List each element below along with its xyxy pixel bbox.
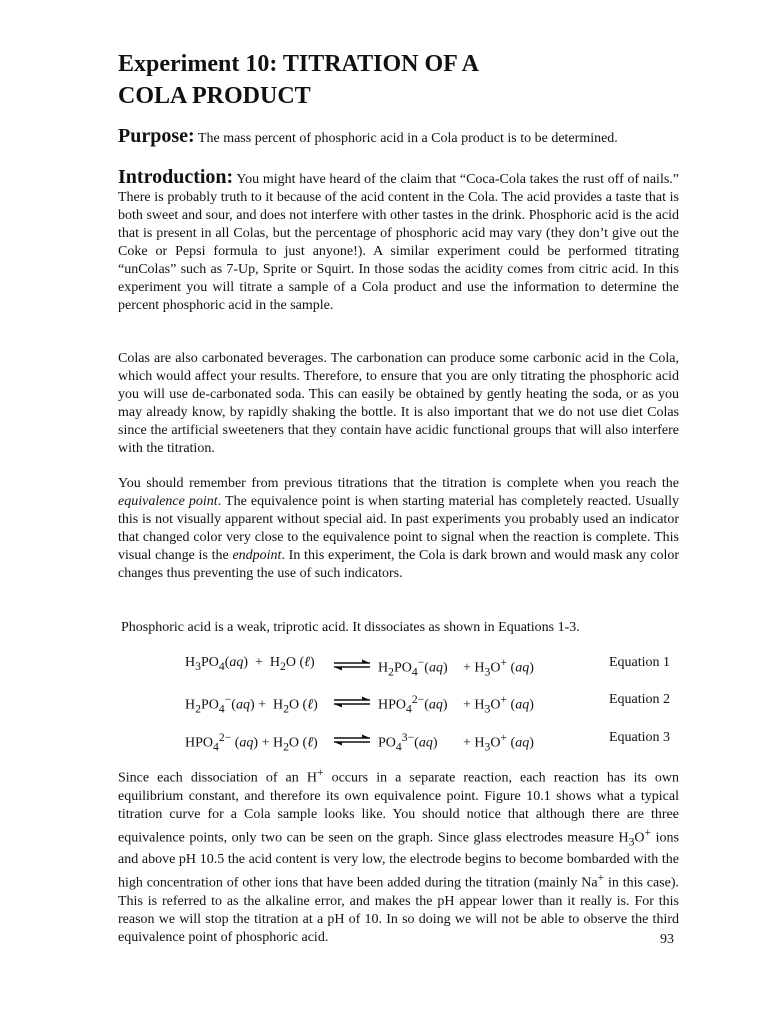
equilibrium-arrow-icon — [332, 732, 372, 754]
purpose-label: Purpose: — [118, 125, 195, 147]
equation-2: $H_2PO_4^-(aq) + H_2O$ (ℓ) $HPO_4^{2-}(aq)$ + $H_3O^+$ (aq) Equation 2 — [185, 689, 685, 711]
equation-1: $H_3PO_4(aq) + H_2O$ (ℓ) $H_2PO_4^-(aq)$ + $H_3O^+$ (aq) Equation 1 — [185, 652, 685, 674]
carbonation-paragraph: Colas are also carbonated beverages. The carbonation can produce some carbonic acid in the Cola, which would affect your results. Therefore, to ensure that you are only titrating the phosphoric acid you will use de-carbonated soda. This can easily be obtained by gently heating the soda, or as you may already know, by rapidly shaking the bottle. It is also important that we do not use diet Colas since the artificial sweeteners that they contain have acidic functional groups that will also interfere with the titration. — [118, 351, 679, 456]
endpoint-term: endpoint — [232, 548, 282, 563]
page-title — [118, 48, 678, 112]
purpose-text: The mass percent of phosphoric acid in a Cola product is to be determined. — [197, 131, 618, 146]
triprotic-paragraph: Phosphoric acid is a weak, triprotic acid. It dissociates as shown in Equations 1-3. — [121, 620, 580, 635]
equation-label: Equation 3 — [609, 730, 671, 745]
title-line-2: COLA PRODUCT — [118, 83, 311, 109]
title-line-1: Experiment 10: TITRATION OF A — [118, 51, 479, 77]
equivalence-paragraph: You should remember from previous titrations that the titration is complete when you reach the equivalence point. The equivalence point is when starting material has completely reacted. Usually this is not visually apparent without special aid. In past experiments you probably used an indicator that changed color very close to the equivalence point to signal when the reaction is complete. This visual change is the endpoint. In this experiment, the Cola is dark brown and would mask any color changes thus preventing the use of such indicators. — [118, 476, 680, 581]
equation-label: Equation 1 — [609, 655, 671, 670]
equivalence-point-term: equivalence point — [118, 494, 218, 509]
introduction-label: Introduction: — [118, 166, 234, 188]
dissociation-paragraph: Since each dissociation of an H+ occurs in a separate reaction, each reaction has its own equilibrium constant, and therefore its own equivalence point. Figure 10.1 shows what a typical titration curve for a Cola sample looks like. You should notice that although there are three equivalence points, only two can be seen on the graph. Since glass electrodes measure $H_3O^+$ ions and above pH 10.5 the acid content is very low, the electrode begins to become bombarded with the high concentration of other ions that have been added during the titration (mainly Na+ in this case). This is referred to as the alkaline error, and makes the pH appear lower than it really is. For this reason we will stop the titration at a pH of 10. In so doing we will not be able to observe the third equivalence point of phosphoric acid. — [118, 766, 679, 945]
introduction-paragraph — [118, 168, 679, 315]
equation-label: Equation 2 — [609, 692, 671, 707]
equilibrium-arrow-icon — [332, 657, 372, 679]
equilibrium-arrow-icon — [332, 694, 372, 716]
purpose-section — [118, 126, 678, 149]
page-number: 93 — [660, 932, 674, 947]
equation-3: $HPO_4^{2-}$ $(aq) + H_2O$ (ℓ) $PO_4^{3-}(aq)$ + $H_3O^+$ (aq) Equation 3 — [185, 727, 685, 749]
introduction-text: You might have heard of the claim that “Coca-Cola takes the rust off of nails.” There is probably truth to it because of the acid content in the Cola. The acid provides a taste that is both sweet and sour, and does not interfere with other tastes in the drink. Phosphoric acid is the acid that is present in all Colas, but the percentage of phosphoric acid may vary (they don’t give out the Coke or Pepsi formula to just anyone!). A similar experiment could be performed titrating “unColas” such as 7-Up, Sprite or Squirt. In those sodas the acidity comes from citric acid. In this experiment you will titrate a sample of a Cola product and use the information to determine the percent phosphoric acid in the sample. — [118, 172, 680, 313]
